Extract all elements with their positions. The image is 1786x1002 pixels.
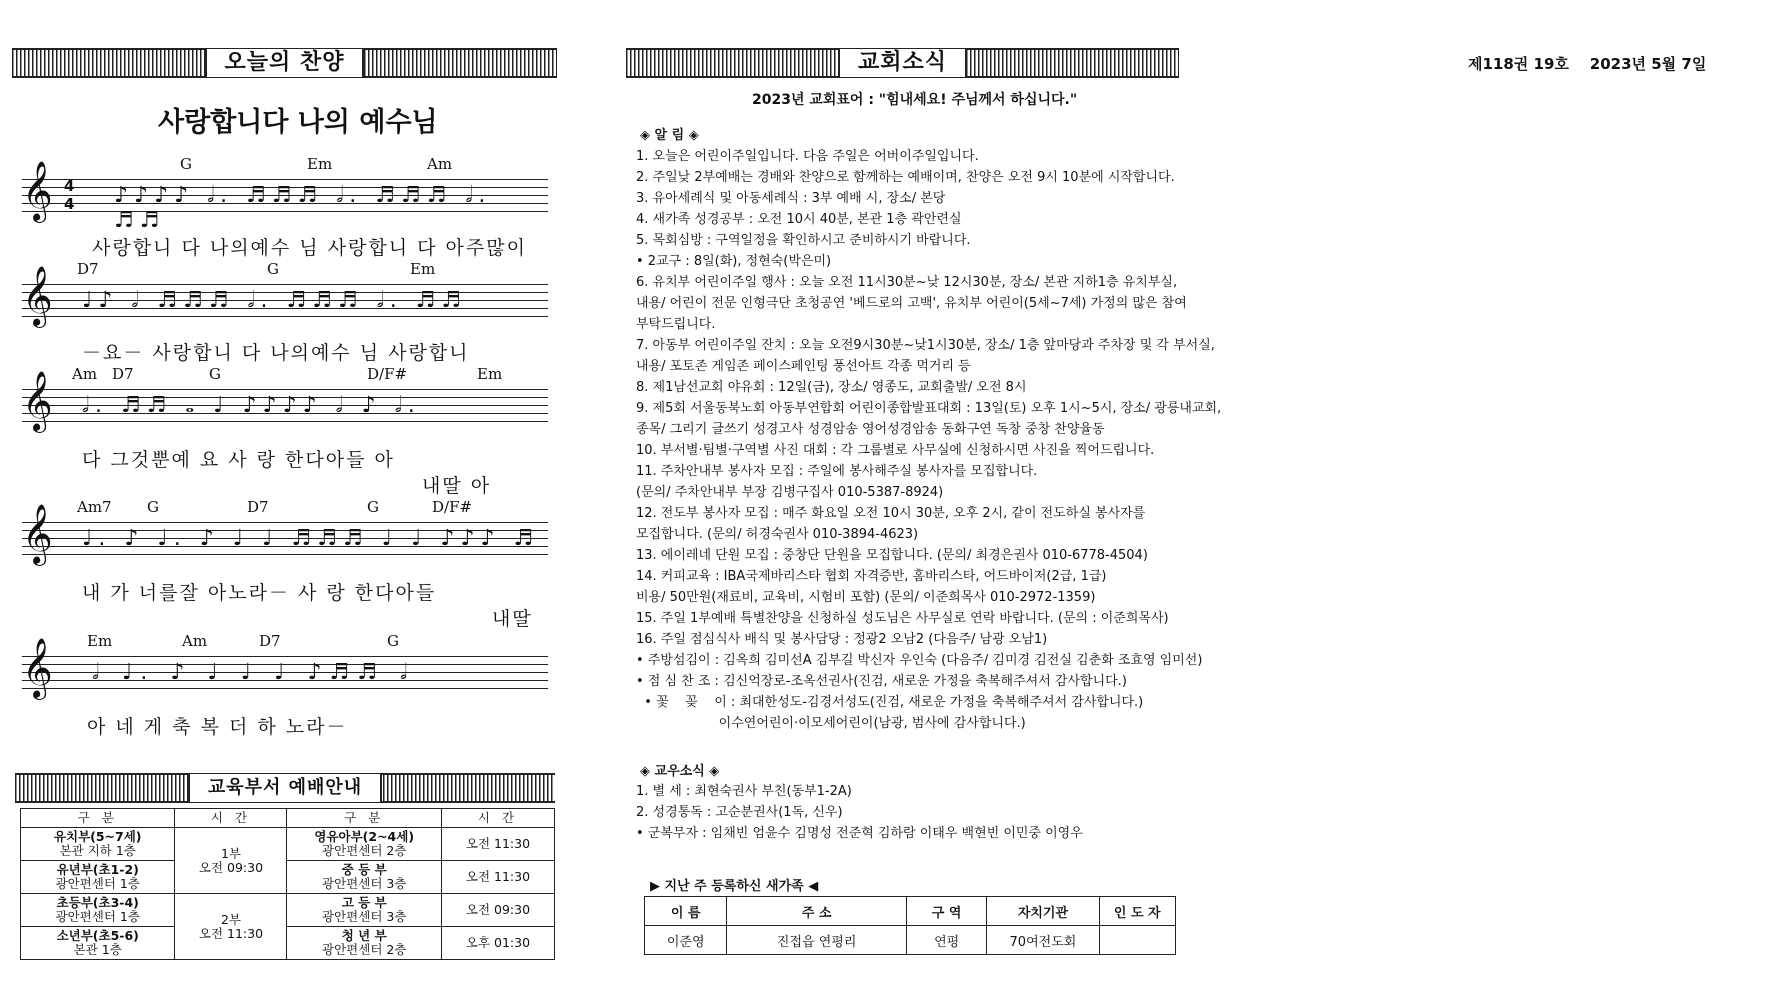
notes: 𝅗𝅥 ♩. ♪ ♩ ♩ ♩ ♪♬♬ 𝅗𝅥 [92, 660, 415, 685]
chord: G [367, 498, 379, 516]
chord: Am [427, 155, 453, 173]
dept-cell: 유치부(5~7세) 본관 지하 1층 [21, 828, 175, 861]
table-row [21, 861, 555, 894]
notes: ♪♪♪♪ 𝅗𝅥. ♬♬♬ 𝅗𝅥. ♬♬♬ 𝅗𝅥. ♬♬ [114, 183, 492, 233]
time-signature: 4 4 [64, 177, 75, 213]
treble-clef-icon: 𝄞 [22, 371, 53, 431]
notice-item: 15. 주일 1부예배 특별찬양을 신청하실 성도님은 사무실로 연락 바랍니다. (문의 : 이준희목사) [636, 611, 1169, 626]
notice-item: 6. 유치부 어린이주일 행사 : 오늘 오전 11시30분~낮 12시30분, 장소/ 본관 지하1층 유치부실, [636, 275, 1178, 290]
cell: 진접읍 연평리 [727, 926, 907, 955]
chord: Am [72, 365, 98, 383]
cell: 연평 [906, 926, 986, 955]
notice-item: 내용/ 포토존 게임존 페이스페인팅 풍선아트 각종 먹거리 등 [636, 359, 971, 374]
cell [1099, 926, 1175, 955]
praise-section-title: 오늘의 찬양 [205, 49, 365, 77]
chord: G [267, 260, 279, 278]
table-row [21, 828, 555, 861]
newcomer-table [644, 896, 1176, 955]
chord: Am [182, 632, 208, 650]
treble-clef-icon: 𝄞 [22, 638, 53, 698]
treble-clef-icon: 𝄞 [22, 504, 53, 564]
chord: G [209, 365, 221, 383]
chord: D7 [112, 365, 134, 383]
table-row [21, 894, 555, 927]
news-section-title: 교회소식 [838, 49, 967, 77]
news-header [626, 48, 1179, 78]
notice-item: • 점 심 찬 조 : 김신억장로-조옥선권사(진검, 새로운 가정을 축복해주셔서 감사합니다.) [636, 674, 1127, 689]
notice-heading: ◈ 알 림 ◈ [640, 128, 699, 143]
notes: ♩. ♪ ♩. ♪ ♩ ♩ ♬♬♬ ♩ ♩ ♪♪♪ ♬ [82, 526, 540, 551]
chord: D7 [259, 632, 281, 650]
dept-cell: 초등부(초3-4) 광안편센터 1층 [21, 894, 175, 927]
notice-item: • 꽃 꽂 이 : 최대한성도-김경서성도(진검, 새로운 가정을 축복해주셔서 감사합니다.) [636, 695, 1144, 710]
notice-item: • 주방섬김이 : 김옥희 김미선A 김부길 박신자 우인숙 (다음주/ 김미경 김전실 김춘화 조효영 임미선) [636, 653, 1203, 668]
time-cell: 오후 01:30 [441, 927, 554, 960]
chord: G [147, 498, 159, 516]
col-header: 인 도 자 [1099, 897, 1175, 926]
notes: ♩♪ 𝅗𝅥 ♬♬♬ 𝅗𝅥. ♬♬♬ 𝅗𝅥. ♬♬ [82, 288, 468, 313]
cell: 이준영 [645, 926, 727, 955]
chord: D7 [247, 498, 269, 516]
lyric-line-alt: 내딸 [492, 608, 533, 630]
notice-item: (문의/ 주차안내부 부장 김병구집사 010-5387-8924) [636, 485, 944, 500]
col-header: 시 간 [441, 809, 554, 828]
col-header: 구 역 [906, 897, 986, 926]
lyric-line: 다 그것뿐예 요 사 랑 한다아들 아 [82, 449, 395, 471]
notice-item: 2. 주일낮 2부예배는 경배와 찬양으로 함께하는 예배이며, 찬양은 오전 9시 10분에 시작합니다. [636, 170, 1175, 185]
notice-item: 11. 주차안내부 봉사자 모집 : 주일에 봉사해주실 봉사자를 모집합니다. [636, 464, 1038, 479]
notice-item: 7. 아동부 어린이주일 잔치 : 오늘 오전9시30분~낮1시30분, 장소/ 1층 앞마당과 주차장 및 각 부서실, [636, 338, 1215, 353]
member-heading: ◈ 교우소식 ◈ [640, 764, 720, 779]
edu-header [15, 773, 555, 803]
table-row [21, 927, 555, 960]
chord: G [180, 155, 192, 173]
song-title: 사랑합니다 나의 예수님 [158, 107, 438, 138]
dept-cell: 영유아부(2~4세) 광안편센터 2층 [287, 828, 441, 861]
notice-item: 이수연어린이·이모세어린이(남광, 범사에 감사합니다.) [636, 716, 1026, 731]
notice-item: 8. 제1남선교회 야유회 : 12일(금), 장소/ 영종도, 교회출발/ 오전 8시 [636, 380, 1027, 395]
col-header: 시 간 [175, 809, 287, 828]
cell: 70여전도회 [987, 926, 1099, 955]
chord: Em [307, 155, 333, 173]
col-header: 자치기관 [987, 897, 1099, 926]
notice-item: 12. 전도부 봉사자 모집 : 매주 화요일 오전 10시 30분, 오후 2시, 같이 전도하실 봉사자를 [636, 506, 1146, 521]
lyric-line: 사랑합니 다 나의예수 님 사랑합니 다 아주많이 [92, 237, 527, 259]
notice-list [636, 146, 1221, 734]
lyric-line: 내 가 너를잘 아노라－ 사 랑 한다아들 [82, 582, 437, 604]
praise-header [12, 48, 557, 78]
notice-item: 16. 주일 점심식사 배식 및 봉사담당 : 정광2 오남2 (다음주/ 남광 오남1) [636, 632, 1048, 647]
chord: Em [410, 260, 436, 278]
chord: Em [87, 632, 113, 650]
edu-table [20, 808, 555, 960]
notice-item: 모집합니다. (문의/ 허경숙권사 010-3894-4623) [636, 527, 919, 542]
dept-cell: 소년부(초5-6) 본관 1층 [21, 927, 175, 960]
member-item: 2. 성경통독 : 고순분권사(1독, 신우) [636, 805, 843, 820]
notice-item: 내용/ 어린이 전문 인형극단 초청공연 '베드로의 고백', 유치부 어린이(5세~7세) 가정의 많은 참여 [636, 296, 1187, 311]
dept-cell: 고 등 부 광안편센터 3층 [287, 894, 441, 927]
dept-cell: 청 년 부 광안편센터 2층 [287, 927, 441, 960]
treble-clef-icon: 𝄞 [22, 161, 53, 221]
notice-item: 종목/ 그리기 글쓰기 성경고사 성경암송 영어성경암송 동화구연 독창 중창 찬양율동 [636, 422, 1105, 437]
lyric-line-alt: 내딸 아 [422, 475, 492, 497]
church-motto: 2023년 교회표어 : "힘내세요! 주님께서 하십니다." [752, 92, 1078, 108]
chord: D/F# [432, 498, 473, 516]
member-list [636, 781, 1083, 844]
time-cell: 오전 11:30 [441, 828, 554, 861]
time-cell-1bu: 1부 오전 09:30 [175, 828, 287, 894]
dept-cell: 중 등 부 광안편센터 3층 [287, 861, 441, 894]
col-header: 이 름 [645, 897, 727, 926]
time-cell-2bu: 2부 오전 11:30 [175, 894, 287, 960]
notice-item: 10. 부서별·팀별·구역별 사진 대회 : 각 그룹별로 사무실에 신청하시면 사진을 찍어드립니다. [636, 443, 1155, 458]
col-header: 구 분 [287, 809, 441, 828]
newcomer-heading: ▶ 지난 주 등록하신 새가족 ◀ [650, 879, 819, 894]
lyric-line: 아 네 게 축 복 더 하 노라－ [87, 716, 348, 738]
time-cell: 오전 11:30 [441, 861, 554, 894]
table-row [645, 926, 1176, 955]
issue-info: 제118권 19호 2023년 5월 7일 [1468, 55, 1707, 73]
notice-item: 13. 에이레네 단원 모집 : 중창단 단원을 모집합니다. (문의/ 최경은권사 010-6778-4504) [636, 548, 1148, 563]
notice-item: 부탁드립니다. [636, 317, 716, 332]
notes: 𝅗𝅥. ♬♬ 𝅝 ♩ ♪♪♪♪ 𝅗𝅥 ♪ 𝅗𝅥. [82, 393, 421, 418]
notice-item: 비용/ 50만원(재료비, 교육비, 시험비 포함) (문의/ 이준희목사 010-2972-1359) [636, 590, 1096, 605]
lyric-line: －요－ 사랑합니 다 나의예수 님 사랑합니 [82, 342, 470, 364]
chord: D/F# [367, 365, 408, 383]
chord: G [387, 632, 399, 650]
time-cell: 오전 09:30 [441, 894, 554, 927]
notice-item: 9. 제5회 서울동북노회 아동부연합회 어린이종합발표대회 : 13일(토) 오후 1시~5시, 장소/ 광릉내교회, [636, 401, 1222, 416]
member-item: • 군복무자 : 임채빈 엄윤수 김명성 전준혁 김하람 이태우 백현빈 이민중 이영우 [636, 826, 1083, 841]
chord: Am7 [77, 498, 112, 516]
dept-cell: 유년부(초1-2) 광안편센터 1층 [21, 861, 175, 894]
chord: D7 [77, 260, 99, 278]
member-item: 1. 별 세 : 최현숙권사 부친(동부1-2A) [636, 784, 852, 799]
notice-item: 3. 유아세례식 및 아동세례식 : 3부 예배 시, 장소/ 본당 [636, 191, 946, 206]
notice-item: 1. 오늘은 어린이주일입니다. 다음 주일은 어버이주일입니다. [636, 149, 979, 164]
notice-item: 5. 목회심방 : 구역일정을 확인하시고 준비하시기 바랍니다. [636, 233, 971, 248]
notice-item: • 2교구 : 8일(화), 정현숙(박은미) [636, 254, 832, 269]
edu-section-title: 교육부서 예배안내 [188, 774, 382, 802]
col-header: 구 분 [21, 809, 175, 828]
notice-item: 14. 커피교육 : IBA국제바리스타 협회 자격증반, 홈바리스타, 어드바이저(2급, 1급) [636, 569, 1107, 584]
chord: Em [477, 365, 503, 383]
treble-clef-icon: 𝄞 [22, 266, 53, 326]
col-header: 주 소 [727, 897, 907, 926]
notice-item: 4. 새가족 성경공부 : 오전 10시 40분, 본관 1층 곽안련실 [636, 212, 962, 227]
